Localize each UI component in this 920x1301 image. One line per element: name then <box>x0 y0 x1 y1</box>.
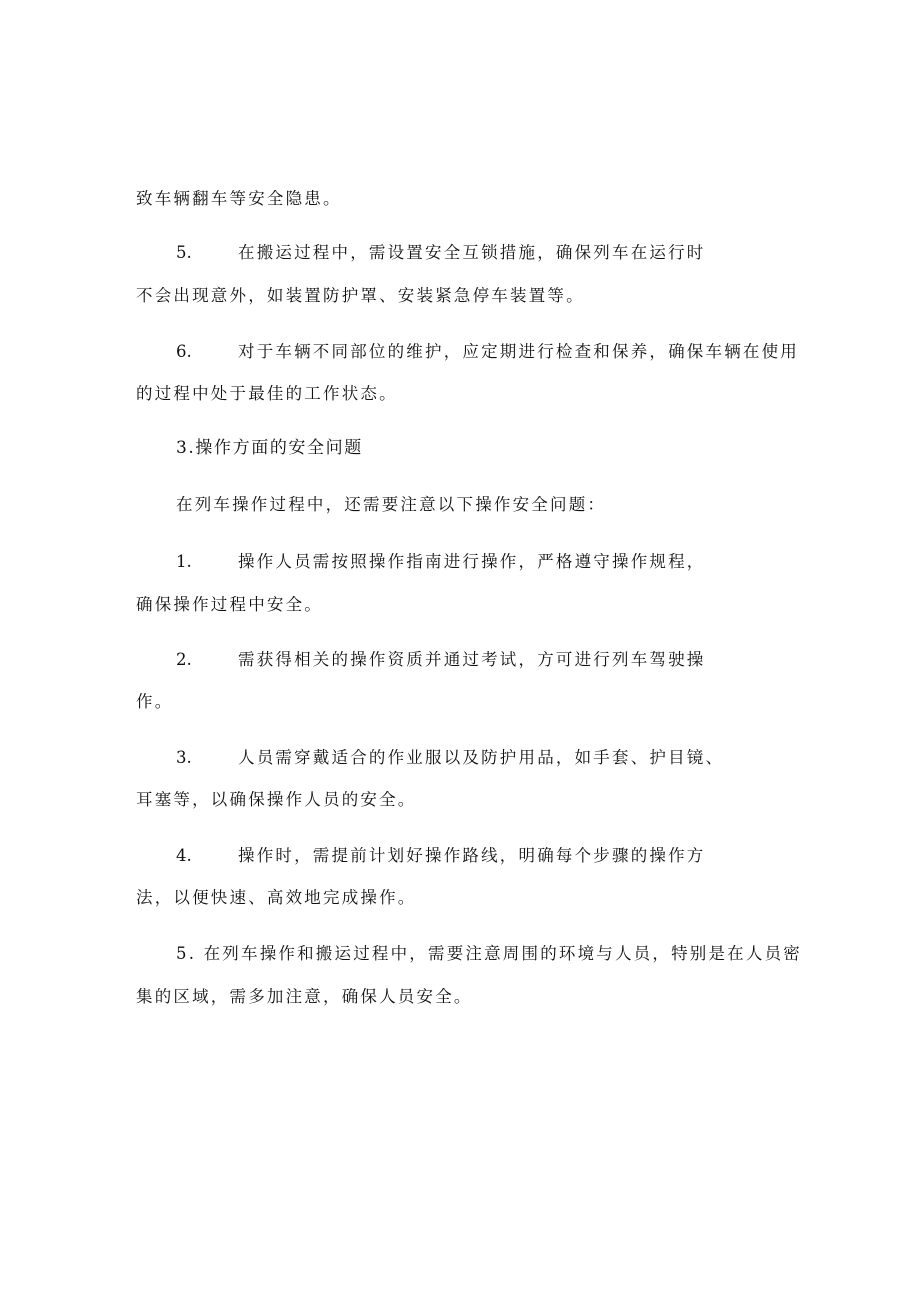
list-item-number: 1. <box>176 552 192 571</box>
list-item-number: 4. <box>176 846 192 865</box>
list-item-text-continued: 确保操作过程中安全。 <box>136 595 323 614</box>
list-item-text: 在搬运过程中，需设置安全互锁措施，确保列车在运行时 <box>238 243 706 262</box>
list-item-text: 需获得相关的操作资质并通过考试，方可进行列车驾驶操 <box>238 650 706 669</box>
list-item-text-continued: 作。 <box>136 692 174 711</box>
final-list-item-text: 5. 在列车操作和搬运过程中，需要注意周围的环境与人员，特别是在人员密 <box>176 944 802 963</box>
list-item-text: 操作时，需提前计划好操作路线，明确每个步骤的操作方 <box>238 846 706 865</box>
list-item-text: 对于车辆不同部位的维护，应定期进行检查和保养，确保车辆在使用 <box>238 342 799 361</box>
list-item-text-continued: 法，以便快速、高效地完成操作。 <box>136 888 417 907</box>
final-list-item-text-continued: 集的区域，需多加注意，确保人员安全。 <box>136 987 473 1006</box>
list-item-text: 人员需穿戴适合的作业服以及防护用品，如手套、护目镜、 <box>238 748 725 767</box>
list-item-number: 3. <box>176 748 192 767</box>
continuation-text: 致车辆翻车等安全隐患。 <box>136 189 342 208</box>
list-item-number: 5. <box>176 243 192 262</box>
list-item-text: 操作人员需按照操作指南进行操作，严格遵守操作规程， <box>238 552 706 571</box>
list-item-text-continued: 的过程中处于最佳的工作状态。 <box>136 384 398 403</box>
list-item-number: 6. <box>176 342 192 361</box>
list-item-text-continued: 不会出现意外，如装置防护罩、安装紧急停车装置等。 <box>136 286 585 305</box>
list-item-number: 2. <box>176 650 192 669</box>
section-intro: 在列车操作过程中，还需要注意以下操作安全问题： <box>176 495 607 514</box>
list-item-text-continued: 耳塞等，以确保操作人员的安全。 <box>136 790 417 809</box>
section-heading: 3.操作方面的安全问题 <box>176 438 363 458</box>
